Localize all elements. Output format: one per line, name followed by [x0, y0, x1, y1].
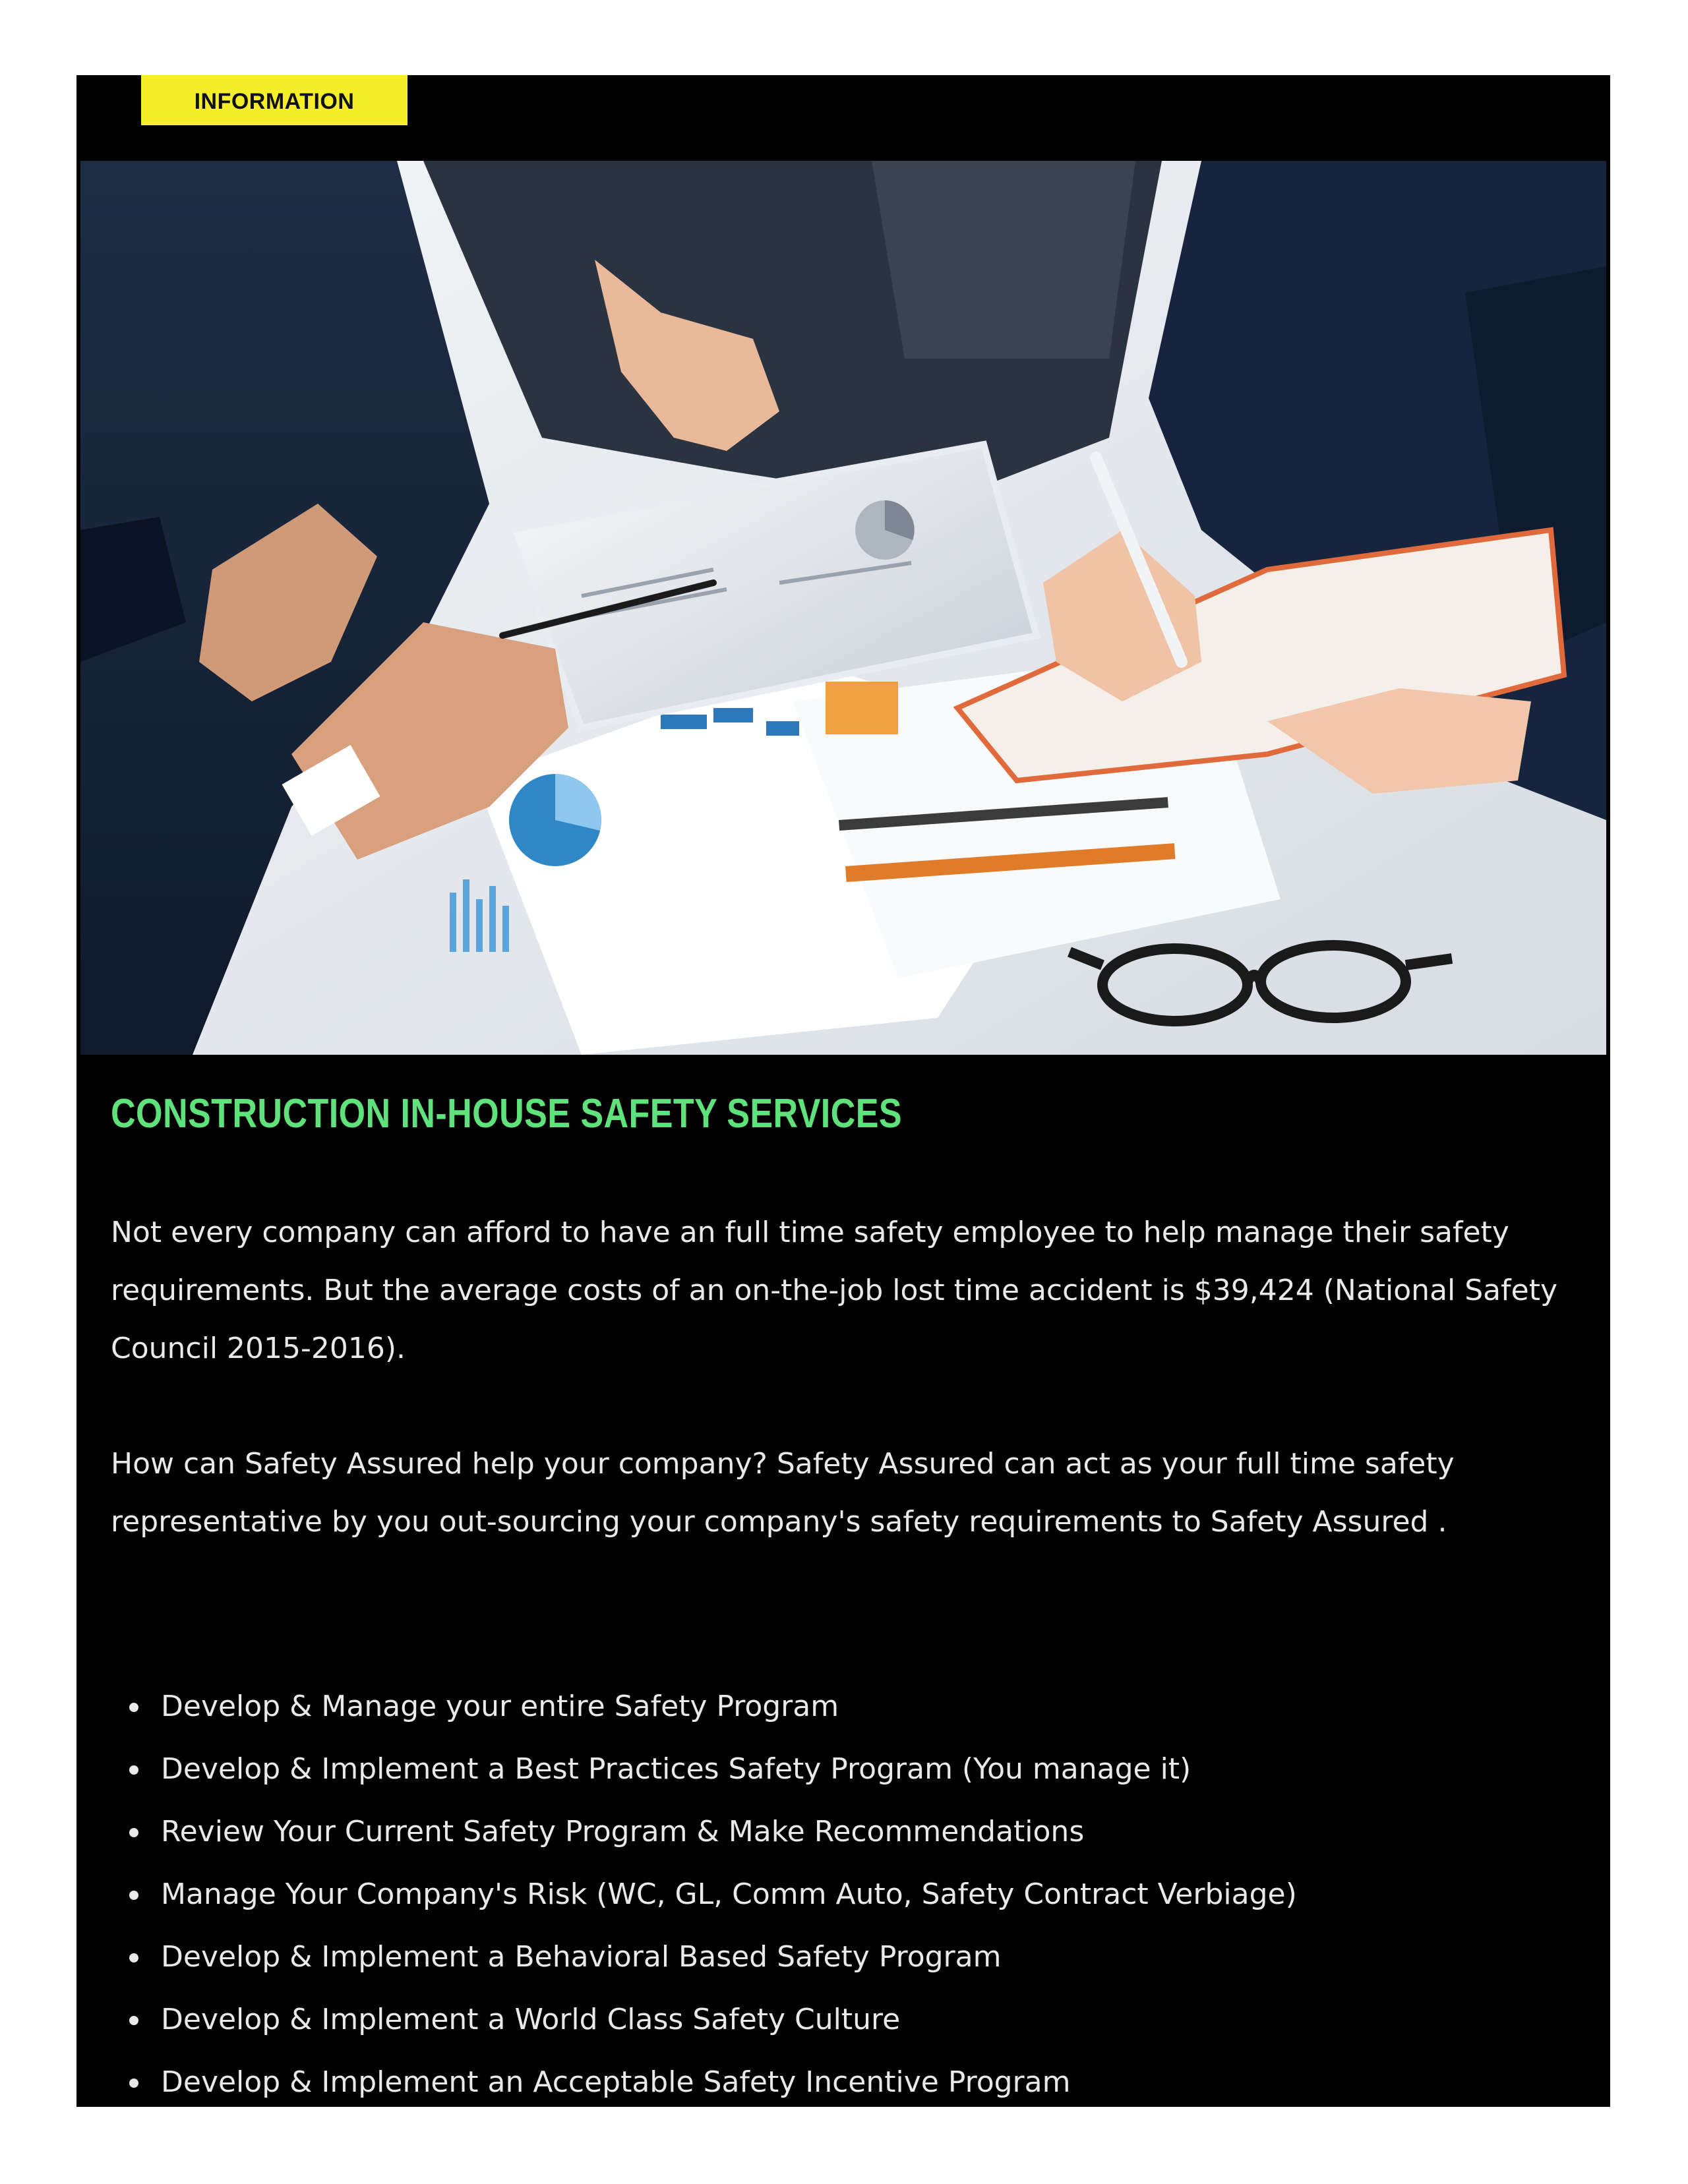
list-item — [111, 1934, 1575, 1997]
list-item-label: Develop & Implement a World Class Safety Culture — [161, 2003, 901, 2036]
info-card — [76, 75, 1610, 2107]
list-item-label: Develop & Implement a Best Practices Safety Program (You manage it) — [161, 1752, 1191, 1786]
list-item — [111, 1997, 1575, 2059]
list-item — [111, 1746, 1575, 1809]
section-title: CONSTRUCTION IN-HOUSE SAFETY SERVICES — [111, 1091, 903, 1136]
business-meeting-photo — [80, 161, 1606, 1055]
bullet-icon — [129, 1703, 138, 1712]
list-item — [111, 1684, 1575, 1746]
list-item — [111, 2059, 1575, 2122]
bullet-icon — [129, 1953, 138, 1963]
bullet-icon — [129, 1891, 138, 1900]
list-item-label: Develop & Implement a Behavioral Based Safety Program — [161, 1940, 1002, 1974]
list-item — [111, 1809, 1575, 1872]
bullet-icon — [129, 2079, 138, 2088]
meeting-photo-illustration — [80, 161, 1606, 1055]
list-item-label: Review Your Current Safety Program & Make Recommendations — [161, 1815, 1085, 1848]
intro-paragraph: Not every company can afford to have an full time safety employee to help manage their safety requirements. But the average costs of an on-the-job lost time accident is $39,424 (National Safety Council 2015-2016). — [111, 1216, 1557, 1365]
bullet-icon — [129, 1828, 138, 1837]
list-item-label: Develop & Implement an Acceptable Safety Incentive Program — [161, 2065, 1071, 2099]
bullet-icon — [129, 2016, 138, 2025]
list-item-label: Manage Your Company's Risk (WC, GL, Comm Auto, Safety Contract Verbiage) — [161, 1877, 1297, 1911]
bullet-icon — [129, 1765, 138, 1775]
service-paragraph: How can Safety Assured help your company? Safety Assured can act as your full time safety representative by you out-sourcing your company's safety requirements to Safety Assured . — [111, 1447, 1455, 1539]
list-item — [111, 1872, 1575, 1934]
information-tag: INFORMATION — [141, 75, 407, 125]
services-list — [111, 1684, 1575, 2122]
list-item-label: Develop & Manage your entire Safety Program — [161, 1690, 839, 1723]
